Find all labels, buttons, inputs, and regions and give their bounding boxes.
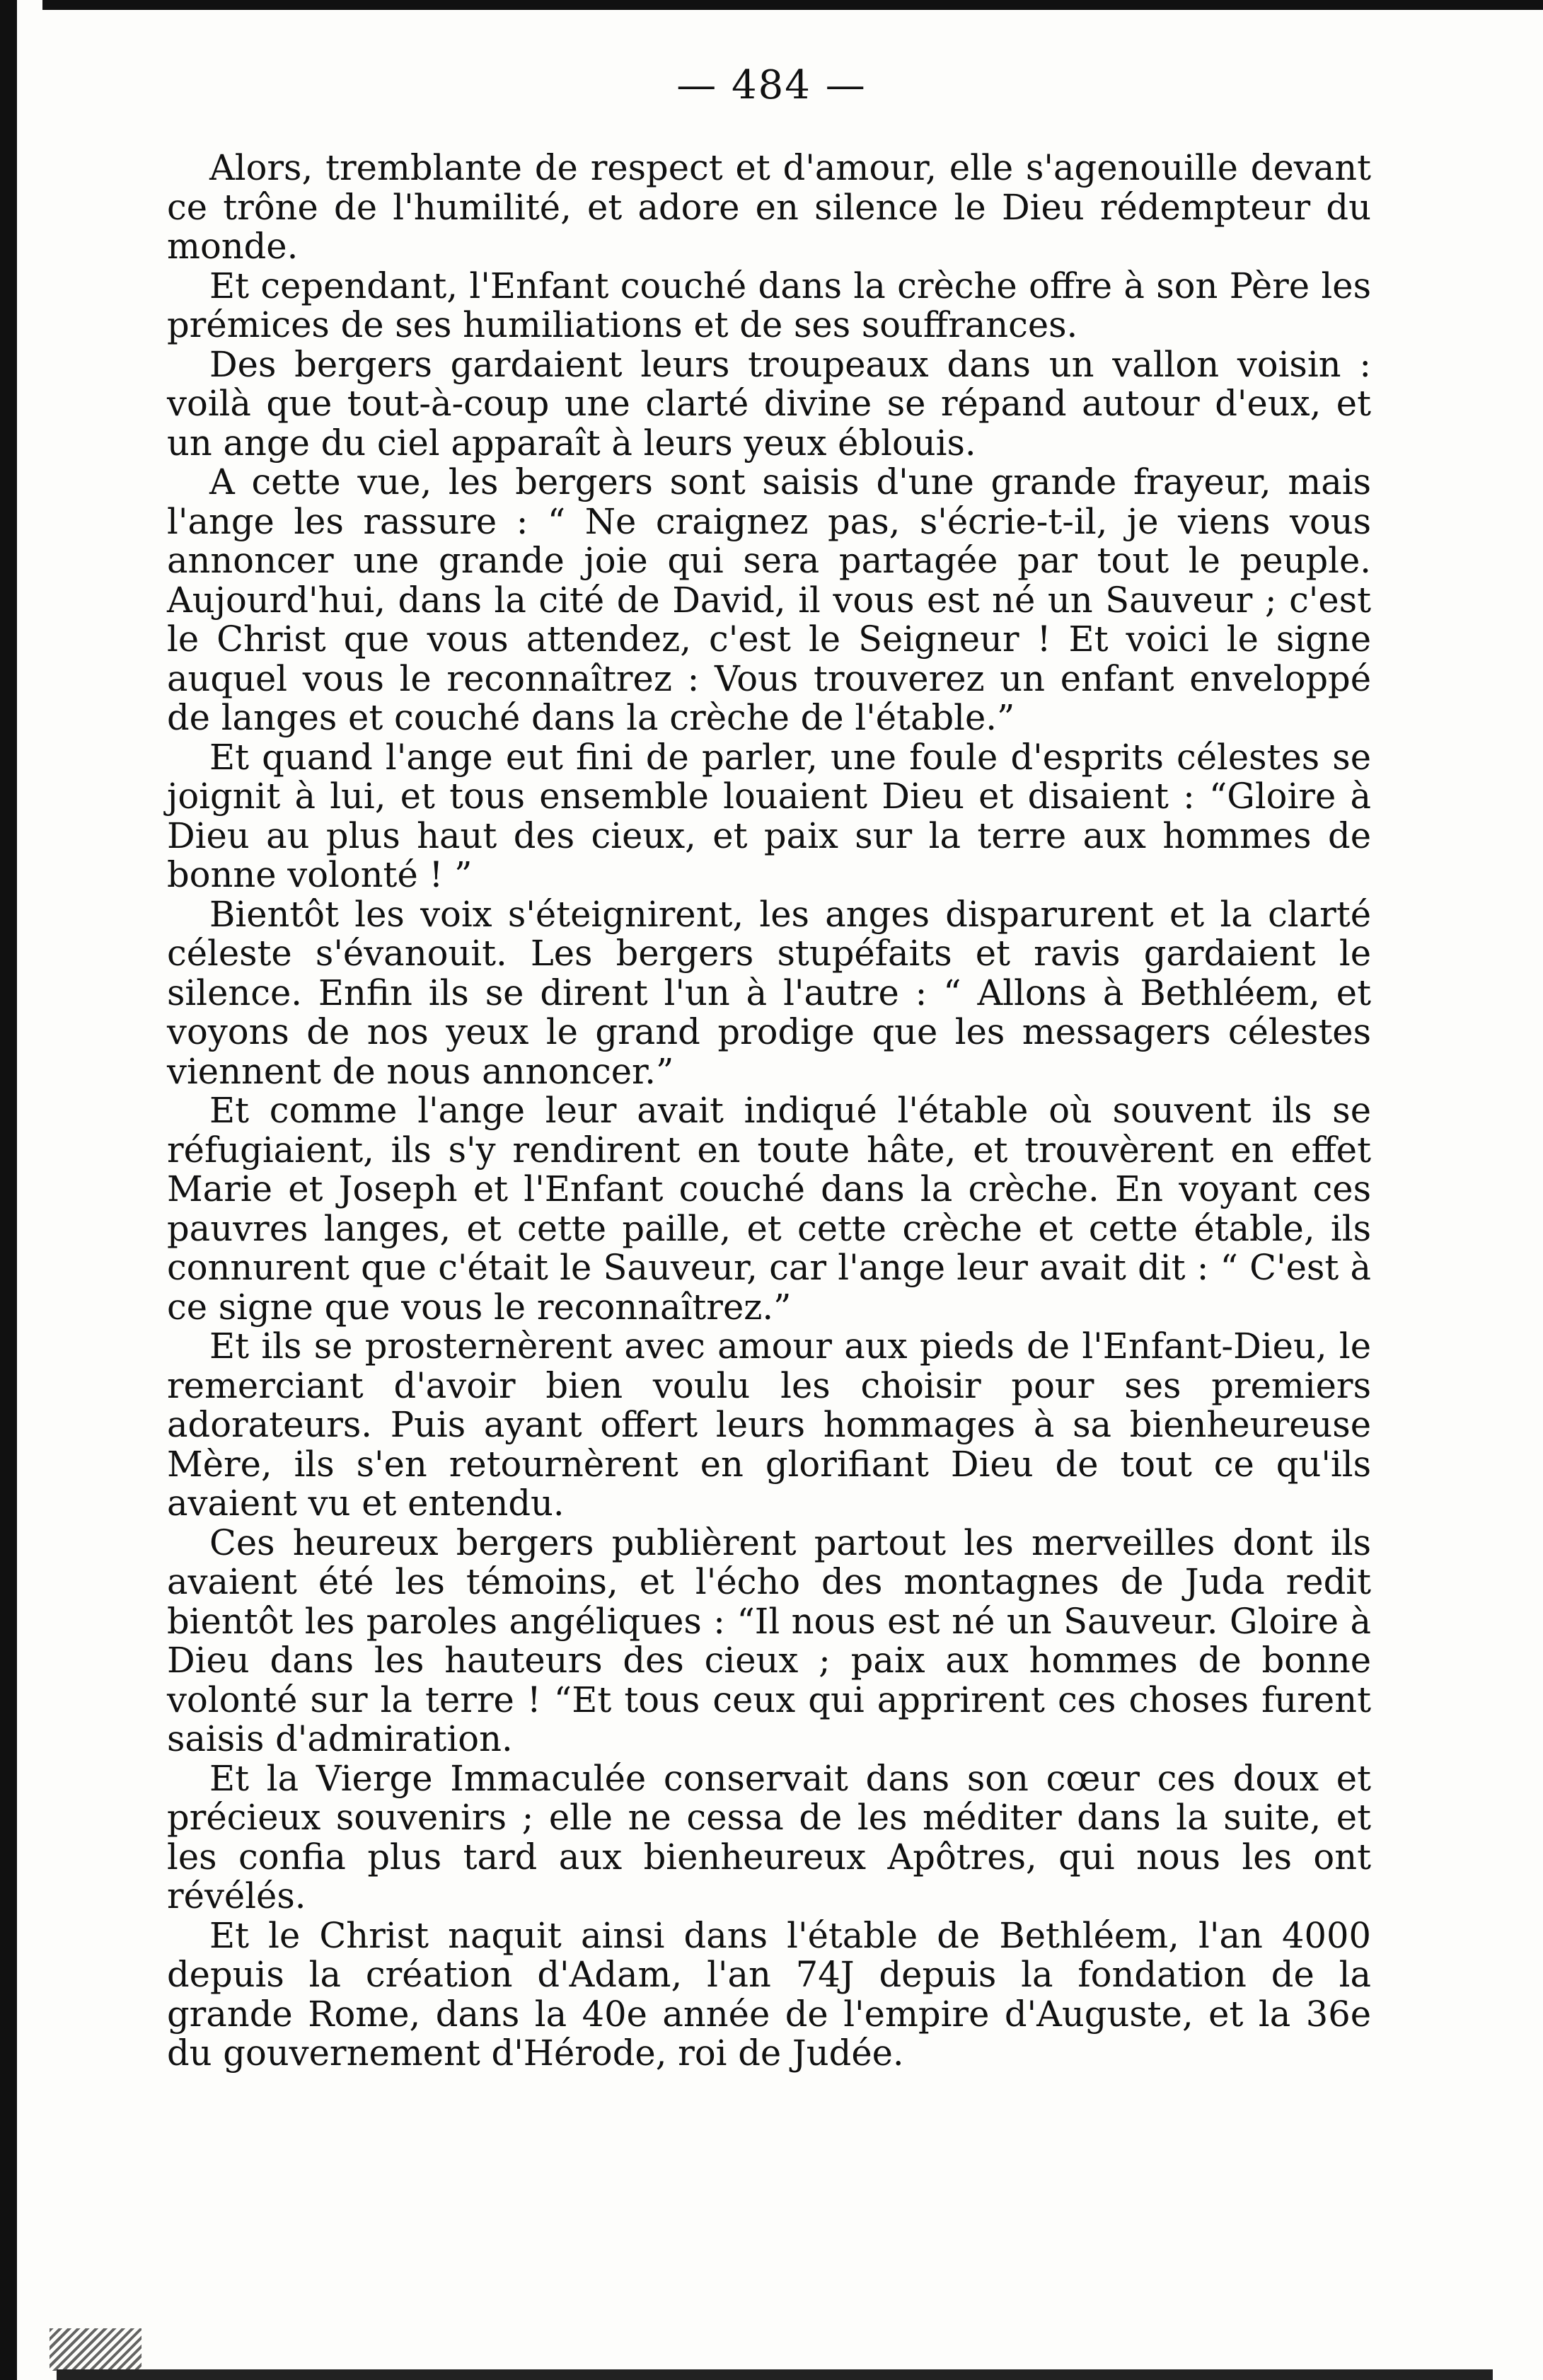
scan-left-edge — [0, 0, 17, 2380]
page-number: — 484 — — [676, 62, 867, 108]
paragraph: Des bergers gardaient leurs troupeaux dans un vallon voisin : voilà que tout-à-coup une clarté divine se répand autour d'eux, et un ange du ciel apparaît à leurs yeux éblouis. — [167, 343, 1371, 464]
paragraph: Et comme l'ange leur avait indiqué l'étable où souvent ils se réfugiaient, ils s'y rendirent en toute hâte, et trouvèrent en effet Marie et Joseph et l'Enfant couché dans la crèche. En voyant ces pauvres langes, et cette paille, et cette crèche et cette étable, ils connurent que c'était le Sauveur, car l'ange leur avait dit : “ C'est à ce signe que vous le reconnaîtrez.” — [167, 1090, 1371, 1328]
paragraph: A cette vue, les bergers sont saisis d'une grande frayeur, mais l'ange les rassure : “ Ne craignez pas, s'écrie-t-il, je viens vous annoncer une grande joie qui sera partagée par tout le peuple. Aujourd'hui, dans la cité de David, il vous est né un Sauveur ; c'est le Christ que vous attendez, c'est le Seigneur ! Et voici le signe auquel vous le reconnaîtrez : Vous trouverez un enfant enveloppé de langes et couché dans la crèche de l'étable.” — [167, 461, 1371, 738]
paragraph: Et le Christ naquit ainsi dans l'étable de Bethléem, l'an 4000 depuis la création d'Adam, l'an 74J depuis la fondation de la grande Rome, dans la 40e année de l'empire d'Auguste, et la 36e du gouvernement d'Hérode, roi de Judée. — [167, 1914, 1371, 2074]
paragraph: Bientôt les voix s'éteignirent, les anges disparurent et la clarté céleste s'évanouit. Les bergers stupéfaits et ravis gardaient le silence. Enfin ils se dirent l'un à l'autre : “ Allons à Bethléem, et voyons de nos yeux le grand prodige que les messagers célestes viennent de nous annoncer.” — [167, 893, 1371, 1092]
paragraph: Alors, tremblante de respect et d'amour, elle s'agenouille devant ce trône de l'humilité, et adore en silence le Dieu rédempteur du monde. — [167, 147, 1371, 267]
scan-bottom-smudge — [50, 2328, 141, 2371]
paragraph: Et la Vierge Immaculée conservait dans son cœur ces doux et précieux souvenirs ; elle ne cessa de les méditer dans la suite, et les confia plus tard aux bienheureux Apôtres, qui nous les ont révélés. — [167, 1757, 1371, 1916]
body-text — [167, 149, 1371, 2074]
paragraph: Et ils se prosternèrent avec amour aux pieds de l'Enfant-Dieu, le remerciant d'avoir bien voulu les choisir pour ses premiers adorateurs. Puis ayant offert leurs hommages à sa bienheureuse Mère, ils s'en retournèrent en glorifiant Dieu de tout ce qu'ils avaient vu et entendu. — [167, 1326, 1371, 1524]
paragraph: Et quand l'ange eut fini de parler, une foule d'esprits célestes se joignit à lui, et tous ensemble louaient Dieu et disaient : “Gloire à Dieu au plus haut des cieux, et paix sur la terre aux hommes de bonne volonté ! ” — [167, 736, 1371, 895]
paragraph: Et cependant, l'Enfant couché dans la crèche offre à son Père les prémices de ses humiliations et de ses souffrances. — [167, 265, 1371, 345]
paragraph: Ces heureux bergers publièrent partout les merveilles dont ils avaient été les témoins, et l'écho des montagnes de Juda redit bientôt les paroles angéliques : “Il nous est né un Sauveur. Gloire à Dieu dans les hauteurs des cieux ; paix aux hommes de bonne volonté sur la terre ! “Et tous ceux qui apprirent ces choses furent saisis d'admiration. — [167, 1522, 1371, 1759]
scan-top-edge — [42, 0, 1543, 10]
scan-bottom-edge — [57, 2369, 1493, 2380]
